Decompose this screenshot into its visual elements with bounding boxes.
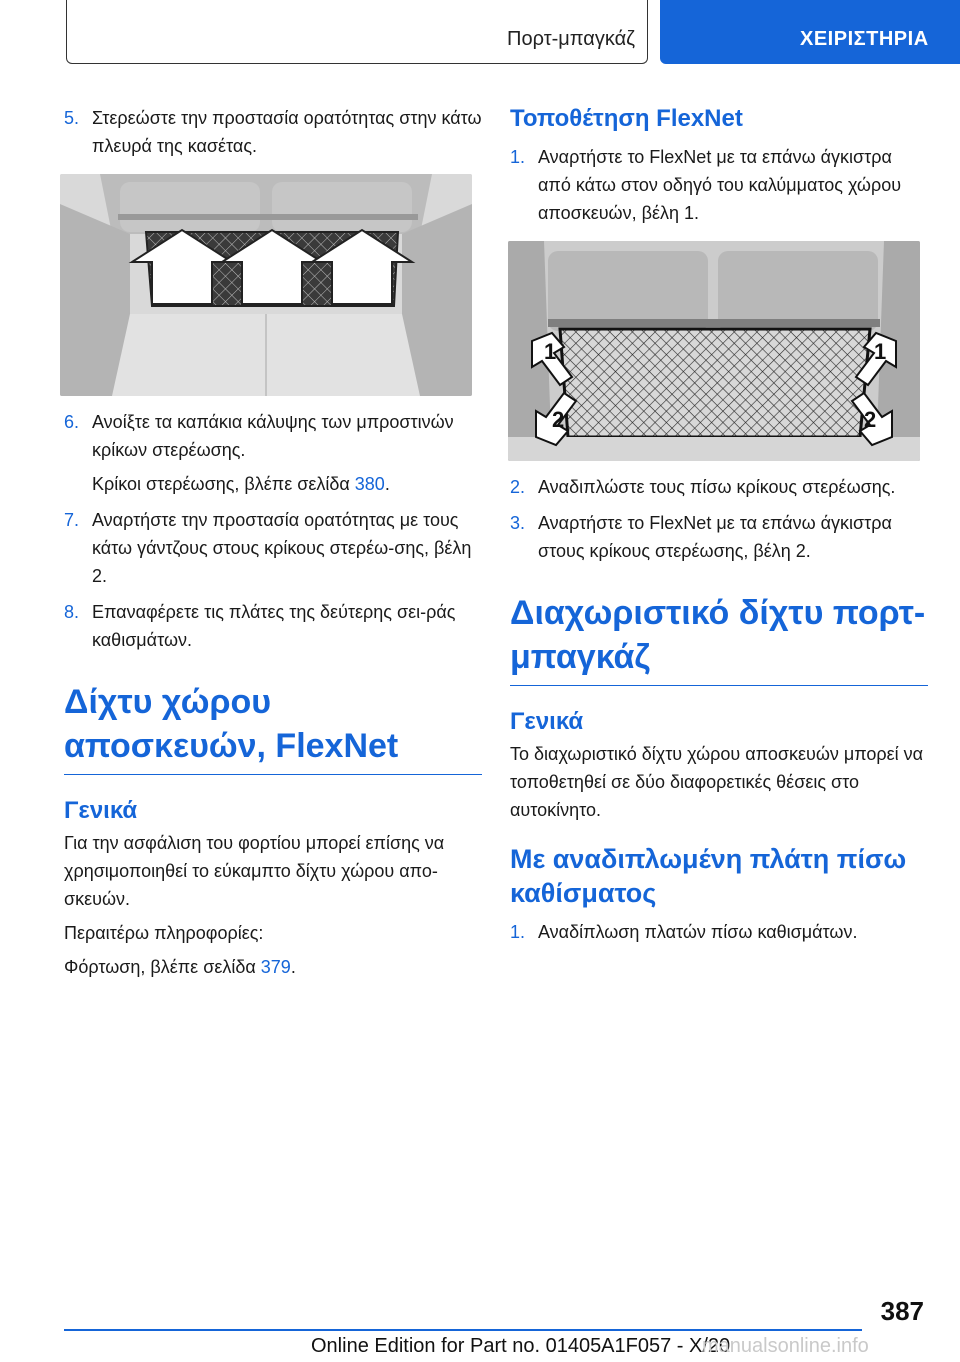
page-number: 387 (880, 1296, 924, 1326)
loading-reference (64, 953, 482, 981)
step-3 (510, 509, 928, 565)
step-5 (64, 104, 482, 160)
step-number: 6. (64, 412, 80, 432)
reference-text: Φόρτωση, βλέπε σελίδα (64, 957, 261, 977)
reference-end: . (290, 957, 296, 977)
step-text: Ανοίξτε τα καπάκια κάλυψης των μπροστινών κρίκων στερέωσης. (92, 412, 454, 460)
general-paragraph: Για την ασφάλιση του φορτίου μπορεί επίσης να χρησιμοποιηθεί το εύκαμπτο δίχτυ χώρου απο-σκευών. (64, 833, 445, 909)
photo-flexnet-hooks (508, 241, 920, 461)
header-chapter-title: ΧΕΙΡΙΣΤΗΡΙΑ (800, 28, 929, 50)
footer-divider (64, 1329, 862, 1331)
step-number: 8. (64, 602, 80, 622)
step-number: 1. (510, 147, 526, 167)
more-info-label: Περαιτέρω πληροφορίες: (64, 923, 264, 943)
step-2 (510, 473, 928, 501)
subheading-flexnet-install: Τοποθέτηση FlexNet (510, 105, 743, 132)
step-text: Αναρτήστε το FlexNet με τα επάνω άγκιστρα στους κρίκους στερέωσης, βέλη 2. (538, 513, 892, 561)
header-section-title: Πορτ-μπαγκάζ (507, 28, 635, 50)
header-chapter-tab[interactable] (660, 0, 960, 64)
step-7 (64, 506, 482, 590)
step-1b (510, 918, 928, 946)
flexnet-hooks-illustration (508, 241, 920, 461)
step-1 (510, 143, 928, 227)
subheading-folded-seat: Με αναδιπλωμένη πλάτη πίσω καθίσματος (510, 844, 907, 908)
step-6 (64, 408, 482, 464)
step-text: Αναδιπλώστε τους πίσω κρίκους στερέωσης. (538, 477, 896, 497)
reference-text: Κρίκοι στερέωσης, βλέπε σελίδα (92, 474, 355, 494)
reference-end: . (384, 474, 390, 494)
section-heading-divider-net: Διαχωριστικό δίχτυ πορτ-μπαγκάζ (510, 591, 928, 686)
step-text: Στερεώστε την προστασία ορατότητας στην κάτω πλευρά της κασέτας. (92, 108, 482, 156)
step-number: 3. (510, 513, 526, 533)
net-lower-edge-illustration (60, 174, 472, 396)
arrow-label-2-left: 2 (552, 407, 565, 432)
arrow-label-2-right: 2 (864, 407, 877, 432)
step-number: 2. (510, 477, 526, 497)
edition-text: Online Edition for Part no. 01405A1F057 - X/20 (311, 1335, 731, 1357)
divider-general-paragraph: Το διαχωριστικό δίχτυ χώρου αποσκευών μπορεί να τοποθετηθεί σε δύο διαφορετικές θέσεις στο αυτοκίνητο. (510, 744, 924, 820)
header-section-tab (66, 0, 648, 64)
subheading-general: Γενικά (64, 797, 138, 824)
step-number: 1. (510, 922, 526, 942)
step-number: 7. (64, 510, 80, 530)
left-column (64, 100, 482, 981)
photo-net-lower-edge (60, 174, 472, 396)
right-column (510, 100, 928, 946)
step-text: Αναρτήστε το FlexNet με τα επάνω άγκιστρα από κάτω στον οδηγό του καλύμματος χώρου αποσκευών, βέλη 1. (538, 147, 902, 223)
arrow-label-1-right: 1 (874, 339, 887, 364)
section-heading-flexnet: Δίχτυ χώρου αποσκευών, FlexNet (64, 680, 482, 775)
page-link-379[interactable]: 379 (260, 957, 291, 977)
step-8 (64, 598, 482, 654)
step-text: Αναρτήστε την προστασία ορατότητας με τους κάτω γάντζους στους κρίκους στερέω-σης, βέλη 2. (92, 510, 472, 586)
step-number: 5. (64, 108, 80, 128)
page-link-380[interactable]: 380 (354, 474, 385, 494)
subheading-general-2: Γενικά (510, 708, 584, 735)
watermark-text: manualsonline.info (702, 1335, 869, 1357)
step-6-reference (64, 470, 482, 498)
step-text: Επαναφέρετε τις πλάτες της δεύτερης σει-ράς καθισμάτων. (92, 602, 456, 650)
step-text: Αναδίπλωση πλατών πίσω καθισμάτων. (538, 922, 858, 942)
arrow-label-1-left: 1 (544, 339, 557, 364)
